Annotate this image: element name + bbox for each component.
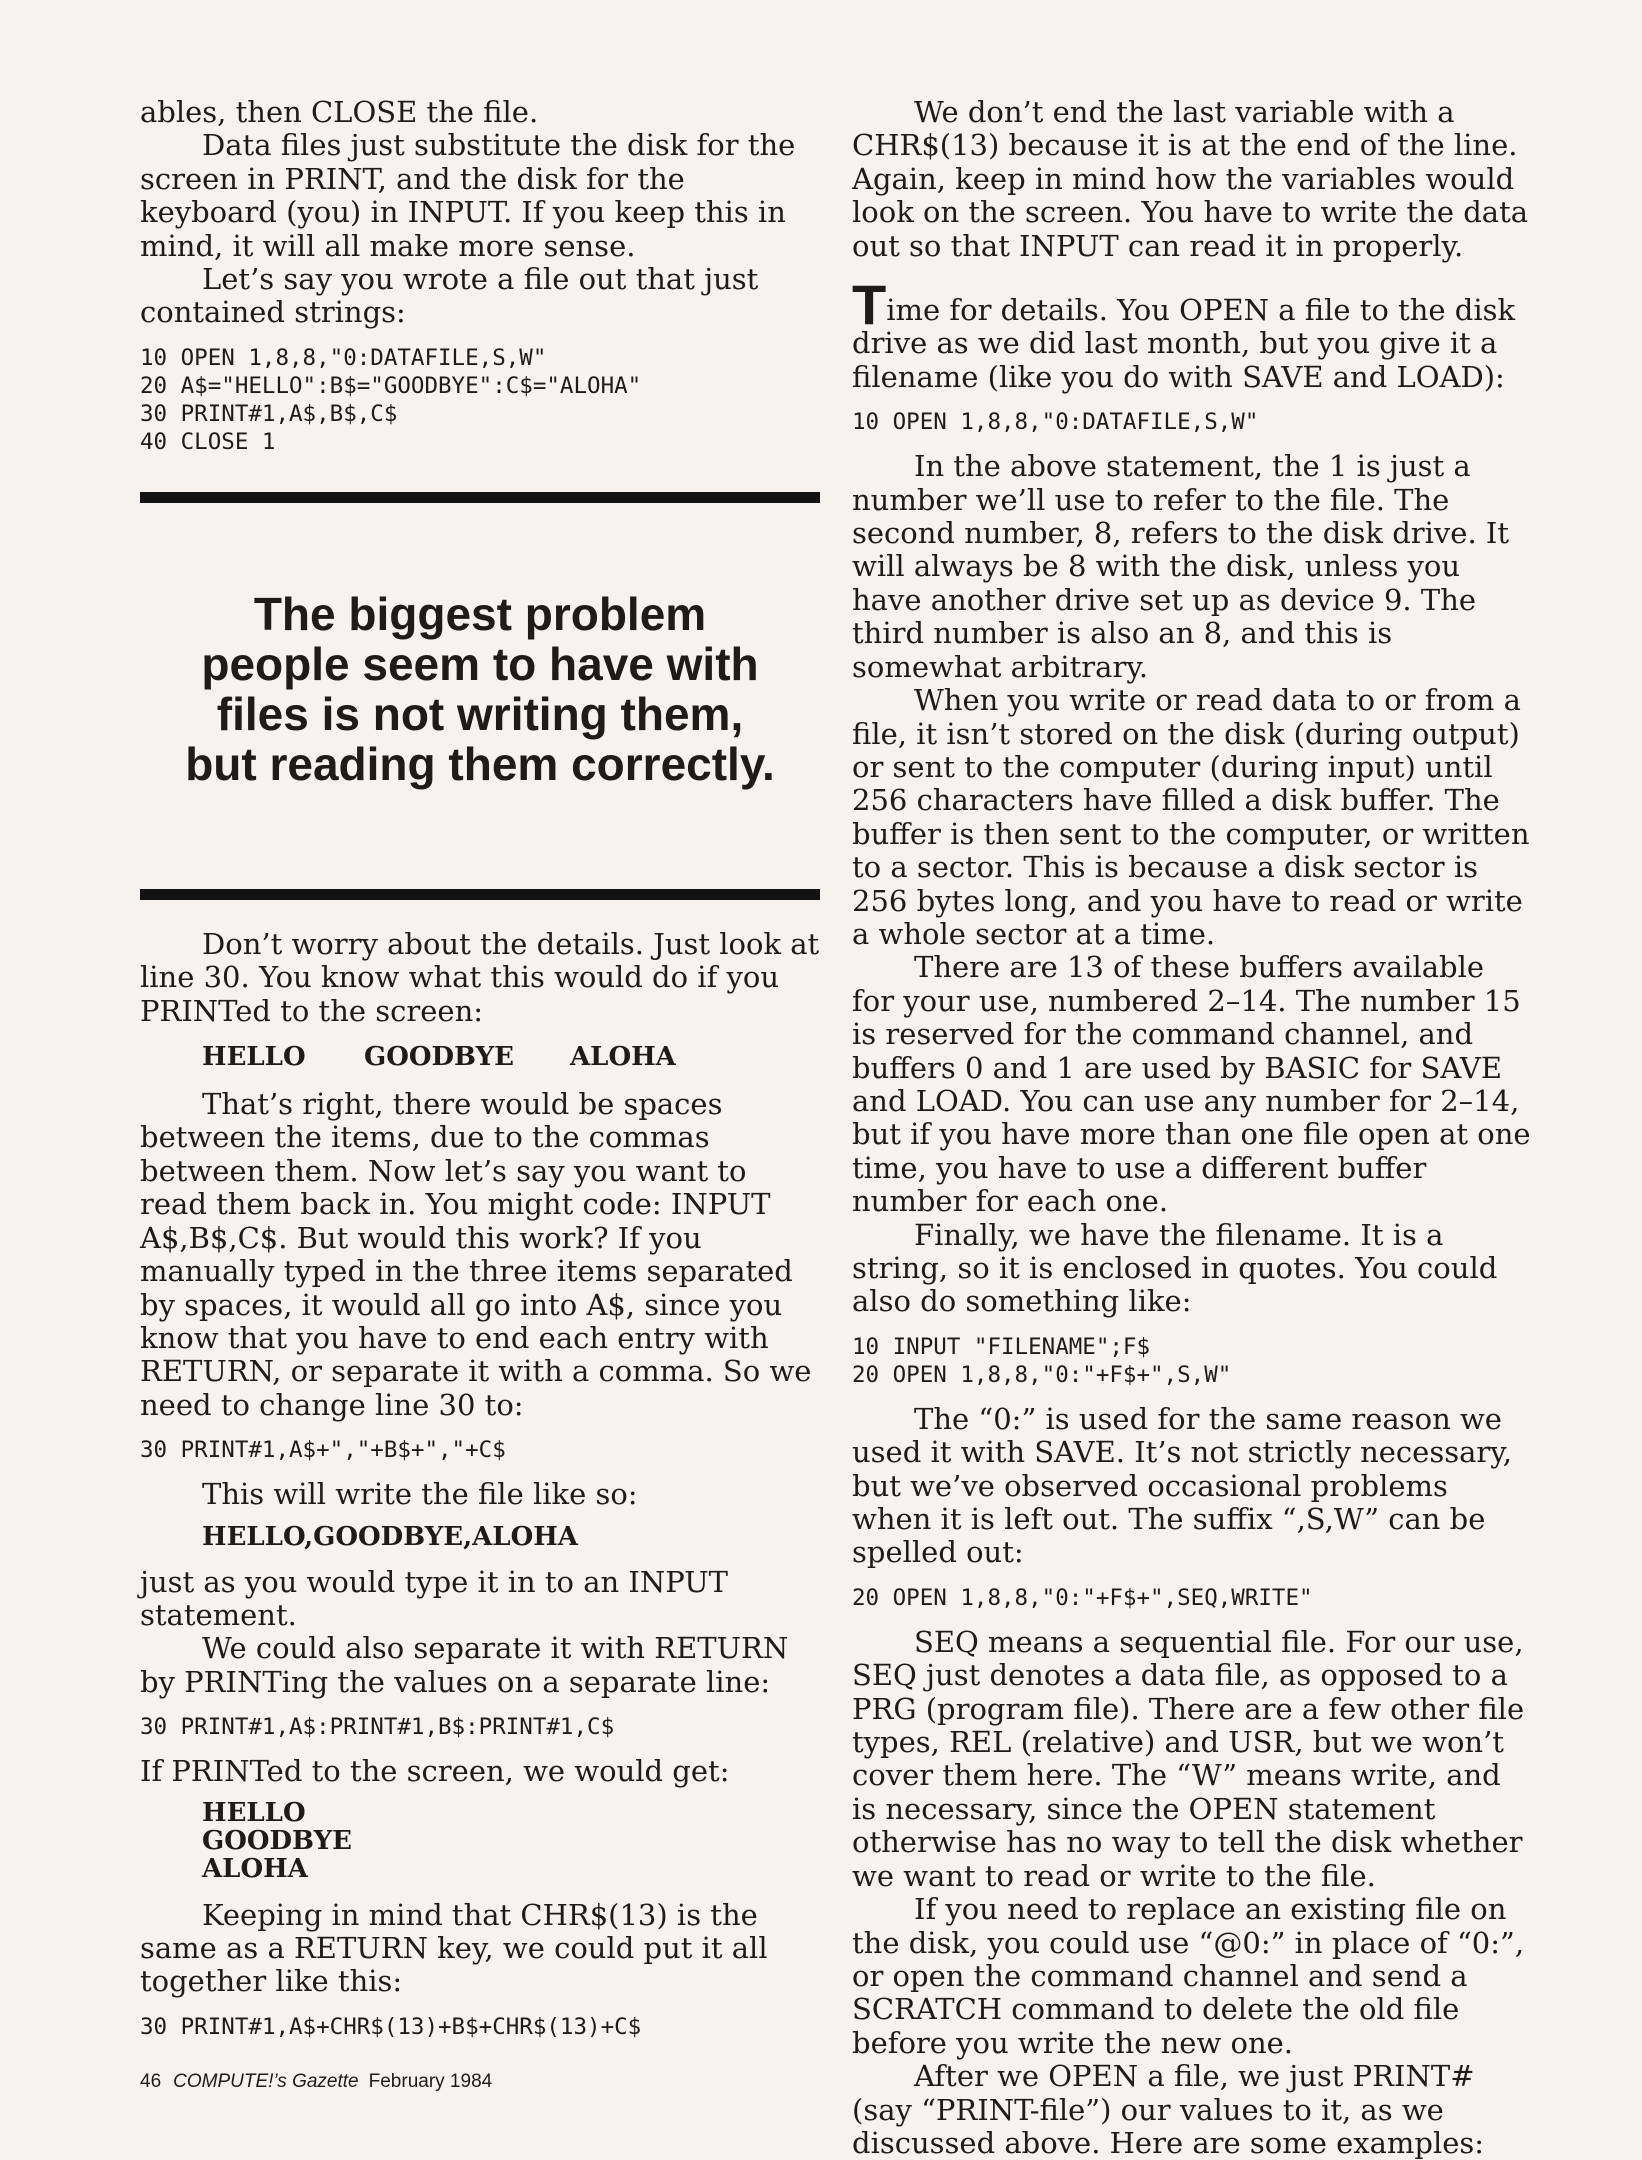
paragraph: SEQ means a sequential file. For our use, SEQ just denotes a data file, as opposed to a PRG (program file). There are a few other file types, REL (relative) and USR, but we won’t cover them here. The “W” means write, and is necessary, since the OPEN statement otherwise has no way to tell the disk whether we want to read or write to the file. — [852, 1624, 1525, 1893]
magazine-name: COMPUTE!’s Gazette — [173, 2071, 359, 2092]
paragraph: If PRINTed to the screen, we would get: — [140, 1754, 730, 1789]
paragraph: Keeping in mind that CHR$(13) is the same as a RETURN key, we could put it all together like this: — [140, 1897, 768, 1999]
output-item: GOODBYE — [202, 1825, 352, 1856]
pullquote-rule-bottom — [140, 889, 820, 900]
output-item: HELLO — [202, 1042, 306, 1073]
pullquote-rule-top — [140, 492, 820, 503]
paragraph: Don’t worry about the details. Just look at line 30. You know what this would do if you PRINTed to the screen: — [140, 926, 820, 1028]
paragraph: Data files just substitute the disk for the screen in PRINT, and the disk for the keyboard (you) in INPUT. If you keep this in mind, it will all make more sense. — [140, 128, 796, 263]
code-line: 20 OPEN 1,8,8,"0:"+F$+",S,W" — [852, 1361, 1232, 1388]
code-line: 10 INPUT "FILENAME";F$ — [852, 1333, 1151, 1360]
code-line: 20 A$="HELLO":B$="GOODBYE":C$="ALOHA" — [140, 372, 642, 399]
paragraph: The “0:” is used for the same reason we used it with SAVE. It’s not strictly necessary, but we’ve observed occasional problems when it is left out. The suffix “,S,W” can be spelled out: — [852, 1401, 1513, 1570]
paragraph: After we OPEN a file, we just PRINT# (say “PRINT-file”) our values to it, as we discussed above. Here are some examples: — [852, 2059, 1485, 2160]
pullquote-line: The biggest problem — [253, 587, 707, 640]
paragraph: If you need to replace an existing file on the disk, you could use “@0:” in place of “0:”, or open the command channel and send a SCRATCH command to delete the old file before you write the new one. — [852, 1892, 1525, 2060]
paragraph: ables, then CLOSE the file. — [140, 95, 539, 129]
code-listing: 30 PRINT#1,A$:PRINT#1,B$:PRINT#1,C$ — [140, 1714, 615, 1741]
paragraph: There are 13 of these buffers available for your use, numbered 2–14. The number 15 is reserved for the command channel, and buffers 0 and 1 are used by BASIC for SAVE and LOAD. You can use any number for 2–14, but if you have more than one file open at one time, you have to use a different buffer number for each one. — [852, 950, 1531, 1219]
paragraph-text: ime for details. You OPEN a file to the disk drive as we did last month, but you give it a filename (like you do with SAVE and LOAD): — [852, 293, 1516, 394]
paragraph: This will write the file like so: — [202, 1477, 638, 1512]
paragraph: That’s right, there would be spaces between the items, due to the commas between them. Now let’s say you want to read them back in. You might code: INPUT A$,B$,C$. But would this work? If you manually typed in the three items separated by spaces, it would all go into A$, since you know that you have to end each entry with RETURN, or separate it with a comma. So we need to change line 30 to: — [140, 1087, 812, 1422]
output-example: HELLO,GOODBYE,ALOHA — [202, 1521, 578, 1552]
paragraph: Let’s say you wrote a file out that just contained strings: — [140, 262, 759, 330]
paragraph: When you write or read data to or from a file, it isn’t stored on the disk (during output) or sent to the computer (during input) until 256 characters have filled a disk buffer. The buffer is then sent to the computer, or written to a sector. This is because a disk sector is 256 bytes long, and you have to read or write a whole sector at a time. — [852, 683, 1530, 951]
page-footer — [140, 2071, 492, 2093]
code-line: 40 CLOSE 1 — [140, 428, 276, 455]
paragraph: We could also separate it with RETURN by PRINTing the values on a separate line: — [140, 1631, 789, 1699]
paragraph: Finally, we have the filename. It is a string, so it is enclosed in quotes. You could also do something like: — [852, 1217, 1498, 1319]
paragraph: just as you would type it in to an INPUT statement. — [140, 1564, 729, 1632]
output-example — [202, 1799, 820, 1883]
pullquote-line: people seem to have with — [201, 637, 759, 690]
code-line: 10 OPEN 1,8,8,"0:DATAFILE,S,W" — [140, 344, 547, 371]
code-line: 30 PRINT#1,A$,B$,C$ — [140, 400, 398, 427]
pullquote — [140, 589, 820, 789]
drop-cap: T — [852, 273, 887, 337]
paragraph: In the above statement, the 1 is just a number we’ll use to refer to the file. The second number, 8, refers to the disk drive. It will always be 8 with the disk, unless you have another drive set up as device 9. The third number is also an 8, and this is somewhat arbitrary. — [852, 449, 1510, 684]
output-item: ALOHA — [202, 1853, 308, 1884]
paragraph: We don’t end the last variable with a CHR$(13) because it is at the end of the line. Again, keep in mind how the variables would look on the screen. You have to write the data out so that INPUT can read it in properly. — [852, 95, 1529, 263]
output-item: GOODBYE — [364, 1042, 514, 1073]
output-example — [202, 1042, 820, 1072]
code-listing: 10 OPEN 1,8,8,"0:DATAFILE,S,W" — [852, 409, 1259, 436]
issue-date: February 1984 — [368, 2071, 493, 2092]
right-column — [852, 96, 1532, 2160]
section-opening — [852, 273, 1532, 394]
pullquote-line: files is not writing them, — [216, 687, 744, 740]
pullquote-line: but reading them correctly. — [185, 737, 775, 790]
page-number: 46 — [140, 2071, 162, 2092]
code-listing: 30 PRINT#1,A$+","+B$+","+C$ — [140, 1437, 506, 1464]
output-item: ALOHA — [570, 1042, 676, 1073]
code-listing — [852, 1333, 1532, 1389]
output-item: HELLO — [202, 1797, 306, 1828]
code-listing: 30 PRINT#1,A$+CHR$(13)+B$+CHR$(13)+C$ — [140, 2013, 642, 2040]
code-listing: 20 OPEN 1,8,8,"0:"+F$+",SEQ,WRITE" — [852, 1584, 1313, 1611]
left-column — [140, 96, 820, 2055]
code-listing — [140, 344, 820, 456]
